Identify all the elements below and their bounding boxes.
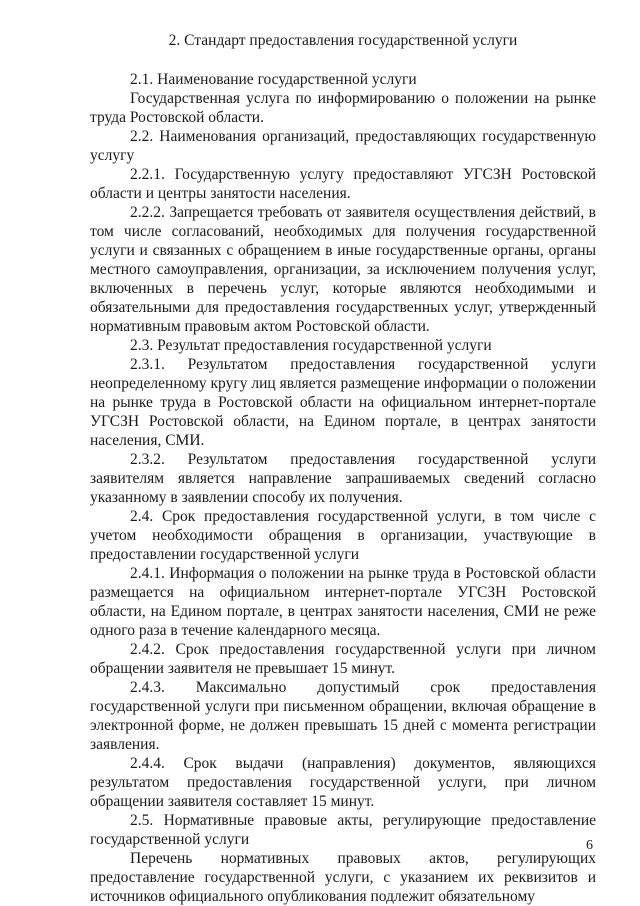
paragraph-2-2-2: 2.2.2. Запрещается требовать от заявителя осуществления действий, в том числе согласований, необходимых для получения государственной услуги и связанных с обращением в иные государственные органы, органы местного самоуправления, организации, за исключением получения услуг, включенных в перечень услуг, которые являются необходимыми и обязательными для предоставления государственных услуг, утвержденный нормативным правовым актом Ростовской области.: [90, 204, 596, 335]
paragraph-acts-list: Перечень нормативных правовых актов, регулирующих предоставление государственной услуги, с указанием их реквизитов и источников официального опубликования подлежит обязательному: [90, 850, 596, 905]
paragraph-2-4-heading: 2.4. Срок предоставления государственной услуги, в том числе с учетом необходимости обращения в организации, участвующие в предоставлении государственной услуги: [90, 508, 596, 563]
paragraph-2-4-4: 2.4.4. Срок выдачи (направления) документов, являющихся результатом предоставления государственной услуги, при личном обращении заявителя составляет 15 минут.: [90, 755, 596, 810]
document-body: [90, 70, 596, 906]
document-page: [90, 32, 596, 906]
paragraph-2-5-heading: 2.5. Нормативные правовые акты, регулирующие предоставление государственной услуги: [90, 812, 596, 848]
paragraph-2-4-1: 2.4.1. Информация о положении на рынке труда в Ростовской области размещается на официальном интернет-портале УГСЗН Ростовской области, на Едином портале, в центрах занятости населения, СМИ не реже одного раза в течение календарного месяца.: [90, 565, 596, 639]
paragraph-2-2-1: 2.2.1. Государственную услугу предоставляют УГСЗН Ростовской области и центры занятости населения.: [90, 166, 596, 202]
paragraph-2-3-heading: 2.3. Результат предоставления государственной услуги: [130, 337, 492, 354]
section-title: 2. Стандарт предоставления государственной услуги: [168, 32, 518, 49]
page-number: 6: [586, 838, 593, 853]
paragraph-service-name: Государственная услуга по информированию о положении на рынке труда Ростовской области.: [90, 90, 596, 126]
paragraph-2-3-1: 2.3.1. Результатом предоставления государственной услуги неопределенному кругу лиц является размещение информации о положении на рынке труда в Ростовской области на официальном интернет-портале УГСЗН Ростовской области, на Едином портале, в центрах занятости населения, СМИ.: [90, 356, 596, 449]
paragraph-2-1-heading: 2.1. Наименование государственной услуги: [130, 71, 417, 88]
paragraph-2-3-2: 2.3.2. Результатом предоставления государственной услуги заявителям является направление запрашиваемых сведений согласно указанному в заявлении способу их получения.: [90, 451, 596, 506]
paragraph-2-4-3: 2.4.3. Максимально допустимый срок предоставления государственной услуги при письменном обращении, включая обращение в электронной форме, не должен превышать 15 дней с момента регистрации заявления.: [90, 679, 596, 753]
paragraph-2-2-heading: 2.2. Наименования организаций, предоставляющих государственную услугу: [90, 128, 596, 164]
paragraph-2-4-2: 2.4.2. Срок предоставления государственной услуги при личном обращении заявителя не превышает 15 минут.: [90, 641, 596, 677]
